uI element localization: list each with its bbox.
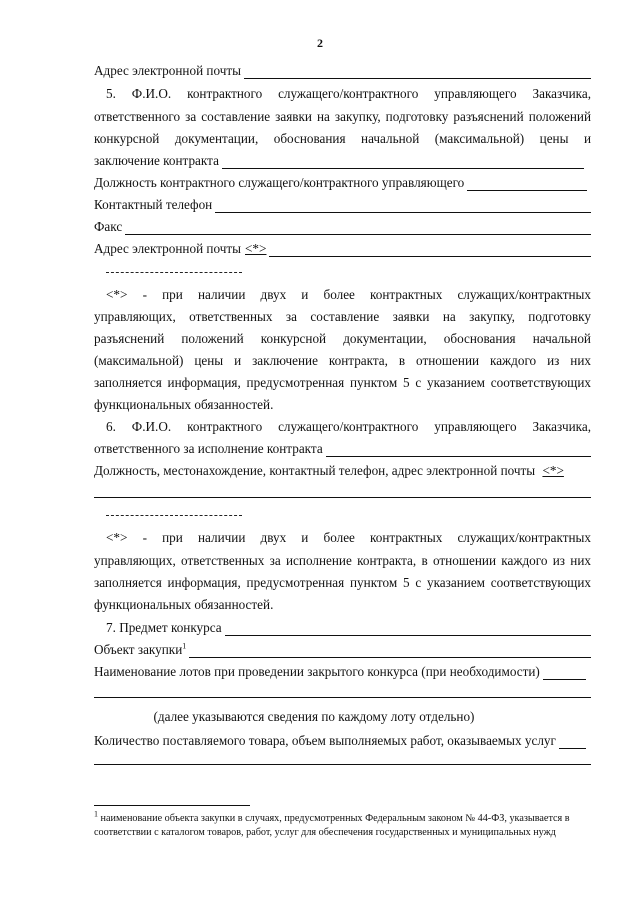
note2-line1: <*> - при наличии двух и более контрактных служащих/контрактных [106,530,591,545]
note2-line2: управляющих, ответственных за исполнение контракта, в отношении каждого из них [94,553,591,568]
quantity-blank[interactable] [559,736,586,749]
subject-label: 7. Предмет конкурса [106,620,222,635]
phone-row [94,197,591,213]
execution-responsible-row [94,441,591,457]
fax-blank[interactable] [125,222,591,235]
email-blank-2[interactable] [269,244,591,257]
footnote-line1: $^1$ наименование объекта закупки в случаях, предусмотренных Федеральным законом № 44-ФЗ, указывается в [94,809,570,824]
phone-blank[interactable] [215,200,591,213]
item6-line3: Должность, местонахождение, контактный телефон, адрес электронной почты [94,463,536,478]
contract-manager-name-blank[interactable] [222,156,584,169]
email-field-row-2 [94,241,591,257]
footnote-ref: 1 [182,641,187,651]
item6-line3-row [94,463,591,479]
note2-line4: функциональных обязанностей. [94,597,274,612]
item6-line2: ответственного за исполнение контракта [94,441,323,456]
note-separator-1 [106,272,242,273]
item6-line1: 6. Ф.И.О. контрактного служащего/контрактного управляющего Заказчика, [106,419,591,434]
note-separator-2 [106,515,242,516]
footnote-separator [94,805,250,806]
phone-label: Контактный телефон [94,197,213,212]
item5-line1: 5. Ф.И.О. контрактного служащего/контрактного управляющего Заказчика, [106,86,591,101]
contract-conclusion-row [94,153,584,169]
lots-row [94,664,586,680]
object-row [94,642,591,658]
lots-extra-blank[interactable] [94,697,591,698]
position-blank[interactable] [467,178,587,191]
footnote-line2: соответствии с каталогом товаров, работ, услуг для обеспечения государственных и муниципальных нужд [94,827,556,838]
email-field-row-1 [94,63,591,79]
subject-row [106,620,591,636]
fax-row [94,219,591,235]
note1-line5: заполняется информация, предусмотренная пунктом 5 с указанием соответствующих [94,375,591,390]
note1-line2: управляющих, ответственных за составление заявки на закупку, подготовку [94,309,591,324]
page-number: 2 [317,36,323,50]
per-lot-note: (далее указываются сведения по каждому лоту отдельно) [153,709,475,724]
fax-label: Факс [94,219,123,234]
note1-line6: функциональных обязанностей. [94,397,274,412]
note1-line4: (максимальной) цены и заключение контракта, в отношении каждого из них [94,353,591,368]
email-blank[interactable] [244,66,591,79]
item5-line2: ответственного за составление заявки на закупку, подготовку разъяснений положений [94,109,591,124]
note1-line1: <*> - при наличии двух и более контрактных служащих/контрактных [106,287,591,302]
position-label: Должность контрактного служащего/контрактного управляющего [94,175,465,190]
lots-label: Наименование лотов при проведении закрытого конкурса (при необходимости) [94,664,540,679]
email-label-2: Адрес электронной почты [94,241,241,256]
execution-responsible-blank[interactable] [326,444,591,457]
quantity-row [94,733,586,749]
position-row [94,175,587,191]
item5-line3: конкурсной документации, обоснования начальной (максимальной) цены и [94,131,591,146]
lots-blank[interactable] [543,667,586,680]
note1-line3: разъяснений положений конкурсной документации, обоснования начальной [94,331,591,346]
quantity-extra-blank[interactable] [94,764,591,765]
footnote-mark: <*> [245,241,267,256]
object-blank[interactable] [189,645,591,658]
subject-blank[interactable] [225,623,591,636]
item5-line4: заключение контракта [94,153,219,168]
email-label: Адрес электронной почты [94,63,241,78]
note2-line3: заполняется информация, предусмотренная пунктом 5 с указанием соответствующих [94,575,591,590]
item6-details-blank[interactable] [94,497,591,498]
object-label: Объект закупки$^1$ [94,641,187,657]
footnote-mark-2: <*> [542,463,564,478]
quantity-label: Количество поставляемого товара, объем выполняемых работ, оказываемых услуг [94,733,556,748]
